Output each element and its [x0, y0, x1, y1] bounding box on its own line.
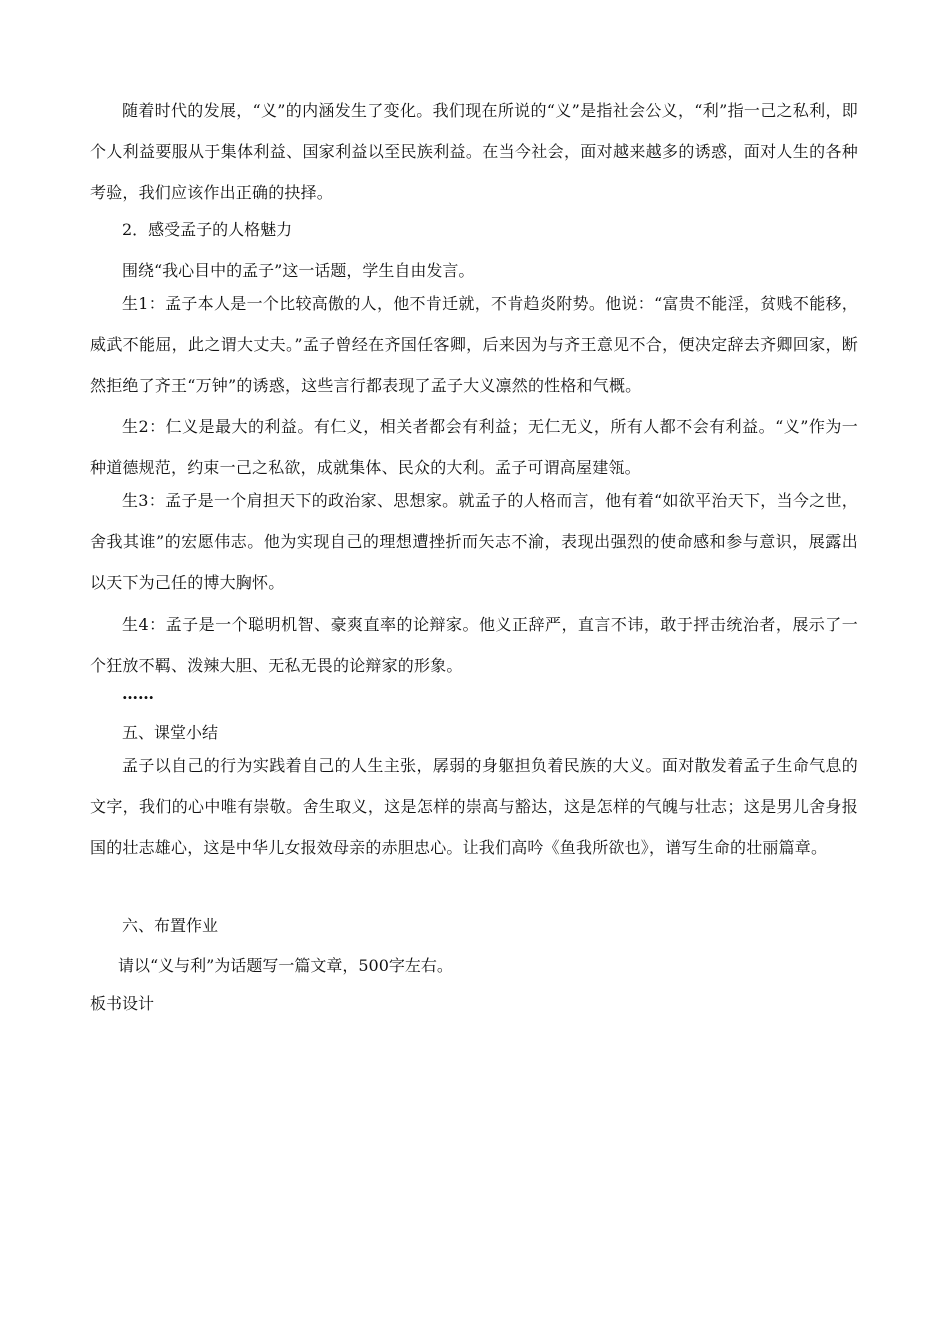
paragraph-summary: 孟子以自己的行为实践着自己的人生主张，孱弱的身躯担负着民族的大义。面对散发着孟子生命气息的文字，我们的心中唯有崇敬。舍生取义，这是怎样的崇高与豁达，这是怎样的气魄与壮志；这是男儿舍身报国的壮志雄心，这是中华儿女报效母亲的赤胆忠心。让我们高吟《鱼我所欲也》，谱写生命的壮丽篇章。 — [90, 756, 858, 857]
paragraph-student-1: 生1：孟子本人是一个比较高傲的人，他不肯迁就，不肯趋炎附势。他说：“富贵不能淫，贫贱不能移，威武不能屈，此之谓大丈夫。”孟子曾经在齐国任客卿，后来因为与齐王意见不合，便决定辞去齐卿回家，断然拒绝了齐王“万钟”的诱惑，这些言行都表现了孟子大义凛然的性格和气概。 — [90, 294, 858, 395]
heading-mencius-charm: 2．感受孟子的人格魅力 — [122, 220, 293, 239]
heading-board-design: 板书设计 — [90, 994, 155, 1013]
paragraph-student-2: 生2：仁义是最大的利益。有仁义，相关者都会有利益；无仁无义，所有人都不会有利益。“义”作为一种道德规范，约束一己之私欲，成就集体、民众的大利。孟子可谓高屋建瓴。 — [90, 417, 858, 477]
paragraph-discussion-intro: 围绕“我心目中的孟子”这一话题，学生自由发言。 — [122, 261, 475, 280]
paragraph-homework: 请以“义与利”为话题写一篇文章，500字左右。 — [118, 956, 453, 975]
heading-homework: 六、布置作业 — [122, 916, 219, 935]
heading-class-summary: 五、课堂小结 — [122, 723, 219, 742]
paragraph-student-4: 生4：孟子是一个聪明机智、豪爽直率的论辩家。他义正辞严，直言不讳，敢于抨击统治者，展示了一个狂放不羁、泼辣大胆、无私无畏的论辩家的形象。 — [90, 615, 858, 675]
paragraph-meaning-of-yi: 随着时代的发展，“义”的内涵发生了变化。我们现在所说的“义”是指社会公义，“利”指一己之私利，即个人利益要服从于集体利益、国家利益以至民族利益。在当今社会，面对越来越多的诱惑，面对人生的各种考验，我们应该作出正确的抉择。 — [90, 101, 858, 202]
ellipsis: …… — [122, 684, 154, 703]
paragraph-student-3: 生3：孟子是一个肩担天下的政治家、思想家。就孟子的人格而言，他有着“如欲平治天下，当今之世，舍我其谁”的宏愿伟志。他为实现自己的理想遭挫折而矢志不渝，表现出强烈的使命感和参与意识，展露出以天下为己任的博大胸怀。 — [90, 491, 858, 592]
